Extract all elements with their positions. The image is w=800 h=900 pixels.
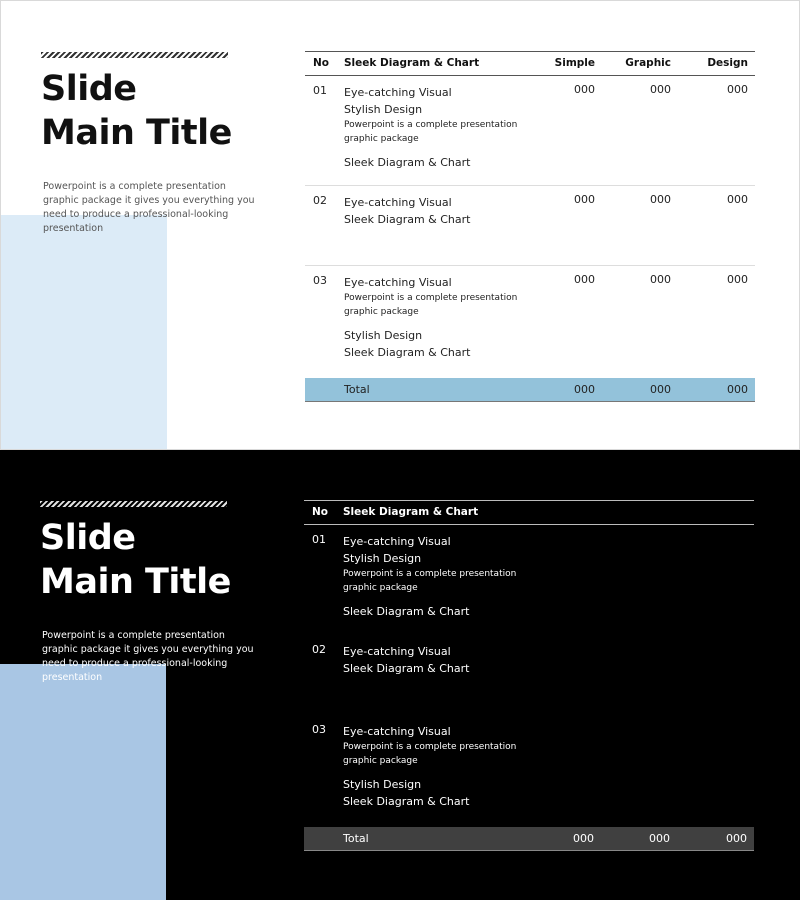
row-item-text: Eye-catching Visual (344, 276, 452, 289)
row-item-text: Sleek Diagram & Chart (344, 213, 471, 226)
slide-dark (0, 450, 800, 900)
row-items (343, 643, 543, 677)
hatched-divider (41, 52, 228, 58)
header-item: Sleek Diagram & Chart (344, 57, 480, 69)
accent-block (1, 215, 167, 450)
row-item-text: Stylish Design (344, 329, 423, 342)
header-design: Design (707, 57, 748, 69)
row-simple: 000 (574, 193, 595, 206)
row-item-text: Powerpoint is a complete presentation graphic package (343, 742, 517, 766)
row-graphic: 000 (650, 273, 671, 286)
row-item-text: Sleek Diagram & Chart (344, 346, 471, 359)
row-item-text: Sleek Diagram & Chart (343, 605, 470, 618)
data-table (304, 500, 754, 851)
total-graphic: 000 (649, 832, 670, 845)
row-item-text: Sleek Diagram & Chart (343, 662, 470, 675)
total-label: Total (343, 832, 369, 845)
row-number: 01 (312, 533, 326, 546)
table-header (305, 51, 755, 76)
row-graphic: 000 (650, 83, 671, 96)
header-no: No (312, 506, 329, 518)
total-design: 000 (727, 383, 748, 396)
table-row (304, 635, 754, 715)
total-label: Total (344, 383, 370, 396)
row-item-text: Eye-catching Visual (344, 86, 452, 99)
row-number: 02 (313, 194, 327, 207)
row-items (344, 274, 544, 361)
total-row (305, 378, 755, 402)
hatched-divider (40, 501, 227, 507)
total-simple: 000 (574, 383, 595, 396)
total-row (304, 827, 754, 851)
header-simple: Simple (554, 57, 595, 69)
row-design: 000 (727, 193, 748, 206)
row-item-text: Stylish Design (343, 778, 422, 791)
header-item: Sleek Diagram & Chart (343, 506, 479, 518)
header-graphic: Graphic (625, 57, 671, 69)
table-header (304, 500, 754, 525)
row-item-text: Powerpoint is a complete presentation graphic package (343, 569, 517, 593)
row-number: 03 (312, 723, 326, 736)
row-graphic: 000 (650, 193, 671, 206)
row-items (343, 723, 543, 810)
slide-title: Slide Main Title (41, 69, 232, 153)
row-item-text: Powerpoint is a complete presentation graphic package (344, 120, 518, 144)
header-no: No (313, 57, 330, 69)
row-number: 02 (312, 643, 326, 656)
row-items (344, 84, 544, 171)
slide-title: Slide Main Title (40, 518, 231, 602)
row-item-text: Stylish Design (344, 103, 423, 116)
row-item-text: Eye-catching Visual (343, 645, 451, 658)
row-item-text: Powerpoint is a complete presentation graphic package (344, 293, 518, 317)
data-table (305, 51, 755, 402)
table-row (305, 266, 755, 378)
row-item-text: Sleek Diagram & Chart (344, 156, 471, 169)
slide-description: Powerpoint is a complete presentation graphic package it gives you everything you need to produce a professional-looking presentation (42, 630, 254, 683)
row-item-text: Eye-catching Visual (343, 535, 451, 548)
slide-description: Powerpoint is a complete presentation graphic package it gives you everything you need to produce a professional-looking presentation (43, 181, 255, 234)
row-number: 01 (313, 84, 327, 97)
row-item-text: Eye-catching Visual (343, 725, 451, 738)
row-simple: 000 (574, 83, 595, 96)
table-row (305, 76, 755, 186)
row-design: 000 (727, 83, 748, 96)
row-number: 03 (313, 274, 327, 287)
row-item-text: Sleek Diagram & Chart (343, 795, 470, 808)
row-items (343, 533, 543, 620)
row-items (344, 194, 544, 228)
table-row (305, 186, 755, 266)
total-graphic: 000 (650, 383, 671, 396)
row-item-text: Stylish Design (343, 552, 422, 565)
accent-block (0, 664, 166, 900)
table-row (304, 525, 754, 635)
total-design: 000 (726, 832, 747, 845)
total-simple: 000 (573, 832, 594, 845)
table-row (304, 715, 754, 827)
row-simple: 000 (574, 273, 595, 286)
row-design: 000 (727, 273, 748, 286)
row-item-text: Eye-catching Visual (344, 196, 452, 209)
